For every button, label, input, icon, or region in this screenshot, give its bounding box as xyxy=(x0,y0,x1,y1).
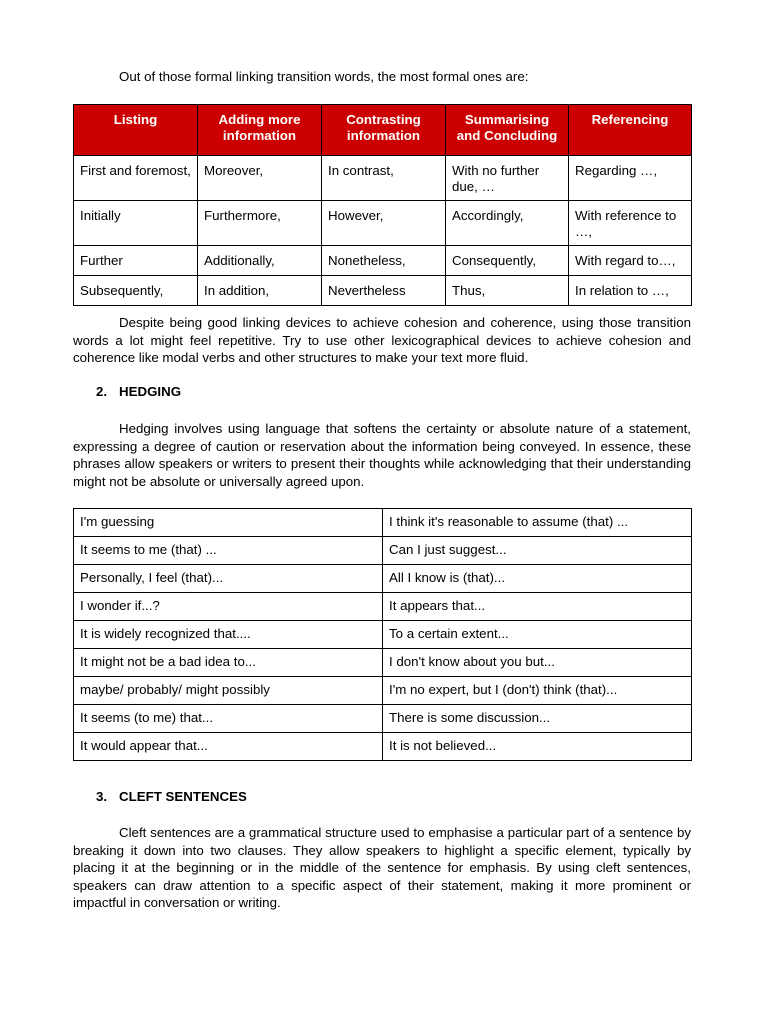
table-cell: Thus, xyxy=(446,276,569,306)
table-cell: In addition, xyxy=(198,276,322,306)
paragraph-cleft xyxy=(73,824,691,912)
table-row xyxy=(74,156,692,201)
table-cell: Nevertheless xyxy=(322,276,446,306)
section-number: 2. xyxy=(96,384,108,399)
table-cell: I don't know about you but... xyxy=(383,649,692,677)
section-number: 3. xyxy=(96,789,108,804)
table-cell: With regard to…, xyxy=(569,246,692,276)
table-cell: I wonder if...? xyxy=(74,593,383,621)
table-cell: I think it's reasonable to assume (that) ... xyxy=(383,509,692,537)
table-cell: Further xyxy=(74,246,198,276)
table-cell: Initially xyxy=(74,201,198,246)
paragraph-text: Despite being good linking devices to achieve cohesion and coherence, using those transition words a lot might feel repetitive. Try to use other lexicographical devices to achieve cohesion and coherence like modal verbs and other structures to make your text more fluid. xyxy=(73,315,691,366)
table-row xyxy=(74,537,692,565)
table-row xyxy=(74,565,692,593)
table-cell: Nonetheless, xyxy=(322,246,446,276)
table-row xyxy=(74,621,692,649)
header-referencing: Referencing xyxy=(569,105,692,156)
table-cell: In contrast, xyxy=(322,156,446,201)
table-header-row xyxy=(74,105,692,156)
table-cell: Moreover, xyxy=(198,156,322,201)
table-cell: Furthermore, xyxy=(198,201,322,246)
table-cell: Subsequently, xyxy=(74,276,198,306)
table-cell: Regarding …, xyxy=(569,156,692,201)
hedging-phrases-table xyxy=(73,508,692,761)
header-contrasting: Contrasting information xyxy=(322,105,446,156)
table-cell: It would appear that... xyxy=(74,733,383,761)
paragraph-text: Hedging involves using language that softens the certainty or absolute nature of a statement, expressing a degree of caution or reservation about the information being conveyed. In essence, these phrases allow speakers or writers to present their thoughts while acknowledging that their understanding might not be absolute or universally agreed upon. xyxy=(73,421,691,489)
table-cell: With reference to …, xyxy=(569,201,692,246)
table-cell: However, xyxy=(322,201,446,246)
table-cell: It might not be a bad idea to... xyxy=(74,649,383,677)
table-row xyxy=(74,677,692,705)
table-row xyxy=(74,705,692,733)
table-row xyxy=(74,649,692,677)
table-cell: First and foremost, xyxy=(74,156,198,201)
table-row xyxy=(74,733,692,761)
table-cell: I'm guessing xyxy=(74,509,383,537)
table-row xyxy=(74,276,692,306)
table-cell: In relation to …, xyxy=(569,276,692,306)
header-summarising: Summarising and Concluding xyxy=(446,105,569,156)
table-cell: Accordingly, xyxy=(446,201,569,246)
table-cell: To a certain extent... xyxy=(383,621,692,649)
table-cell: Consequently, xyxy=(446,246,569,276)
table-cell: It seems (to me) that... xyxy=(74,705,383,733)
table-cell: It seems to me (that) ... xyxy=(74,537,383,565)
section-heading-cleft xyxy=(96,789,247,804)
header-listing: Listing xyxy=(74,105,198,156)
table-cell: With no further due, … xyxy=(446,156,569,201)
section-title: CLEFT SENTENCES xyxy=(119,789,247,804)
paragraph-transitions xyxy=(73,314,691,367)
table-cell: Can I just suggest... xyxy=(383,537,692,565)
table-cell: There is some discussion... xyxy=(383,705,692,733)
section-title: HEDGING xyxy=(119,384,182,399)
table-cell: Personally, I feel (that)... xyxy=(74,565,383,593)
table-row xyxy=(74,593,692,621)
section-heading-hedging xyxy=(96,384,181,399)
paragraph-text: Cleft sentences are a grammatical structure used to emphasise a particular part of a sentence by breaking it down into two clauses. They allow speakers to highlight a specific element, typically by placing it at the beginning or in the middle of the sentence for emphasis. By using cleft sentences, speakers can draw attention to a specific aspect of their statement, making it more prominent or impactful in conversation or writing. xyxy=(73,825,691,911)
table-row xyxy=(74,246,692,276)
intro-text: Out of those formal linking transition words, the most formal ones are: xyxy=(119,69,529,84)
table-cell: maybe/ probably/ might possibly xyxy=(74,677,383,705)
table-row xyxy=(74,509,692,537)
header-adding: Adding more information xyxy=(198,105,322,156)
table-row xyxy=(74,201,692,246)
formal-transitions-table xyxy=(73,104,692,306)
table-cell: I'm no expert, but I (don't) think (that)... xyxy=(383,677,692,705)
paragraph-hedging xyxy=(73,420,691,490)
table-cell: It appears that... xyxy=(383,593,692,621)
table-cell: All I know is (that)... xyxy=(383,565,692,593)
table-cell: Additionally, xyxy=(198,246,322,276)
table-cell: It is widely recognized that.... xyxy=(74,621,383,649)
table-cell: It is not believed... xyxy=(383,733,692,761)
